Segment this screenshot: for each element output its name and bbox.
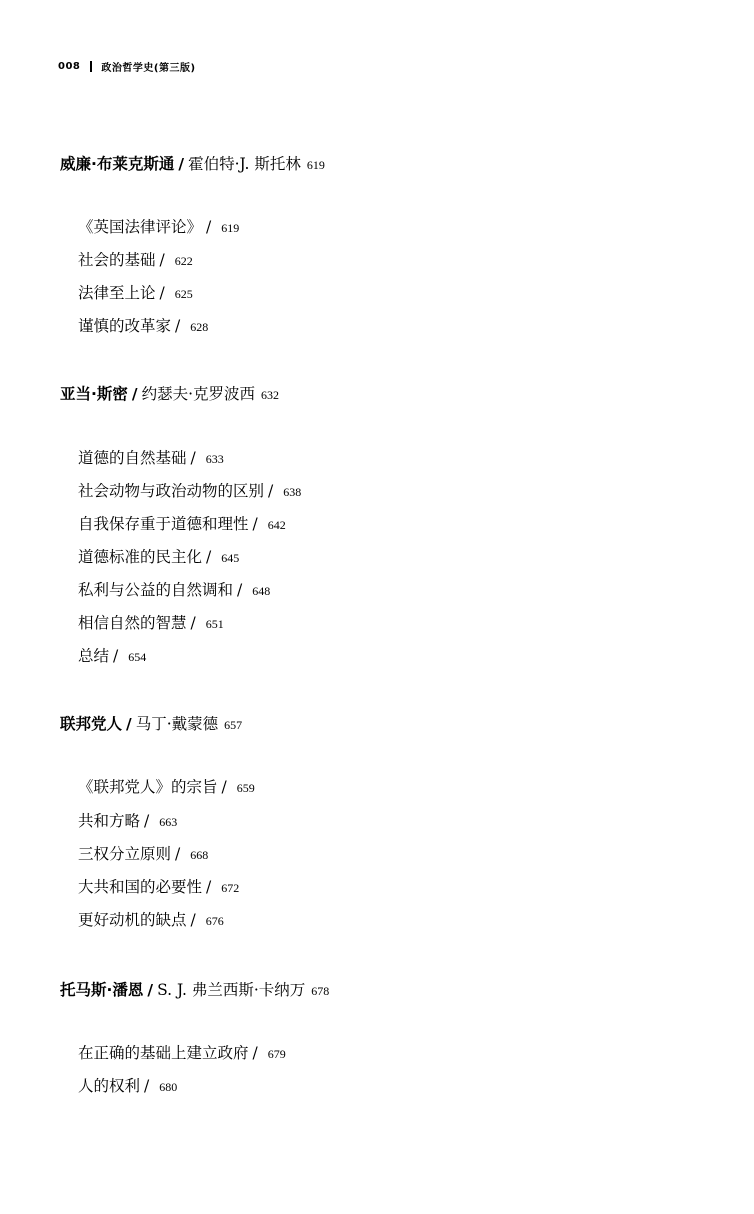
section-heading[interactable]: 亚当·斯密 / 约瑟夫·克罗波西 632: [60, 385, 279, 403]
section-author: 霍伯特·J. 斯托林: [188, 155, 301, 173]
toc-entry[interactable]: 社会的基础 / 622: [78, 251, 193, 269]
page-number: 008: [58, 61, 81, 72]
section-heading[interactable]: 托马斯·潘恩 / S. J. 弗兰西斯·卡纳万 678: [60, 981, 330, 999]
toc-entry[interactable]: 私利与公益的自然调和 / 648: [78, 581, 271, 599]
toc-entry[interactable]: 道德标准的民主化 / 645: [78, 548, 240, 566]
section-title: 威廉·布莱克斯通: [60, 155, 175, 173]
section-title: 联邦党人: [60, 715, 123, 733]
toc-entry[interactable]: 共和方略 / 663: [78, 812, 178, 830]
section-heading[interactable]: 威廉·布莱克斯通 / 霍伯特·J. 斯托林 619: [60, 155, 325, 173]
book-title: 政治哲学史(第三版): [101, 63, 196, 74]
running-header: [58, 59, 196, 74]
toc-entry[interactable]: 谨慎的改革家 / 628: [78, 317, 209, 335]
toc-entry[interactable]: 自我保存重于道德和理性 / 642: [78, 515, 286, 533]
toc-entry[interactable]: 道德的自然基础 / 633: [78, 449, 224, 467]
section-author: 马丁·戴蒙德: [135, 715, 219, 733]
toc-entry[interactable]: 《联邦党人》的宗旨 / 659: [78, 778, 255, 796]
toc-entry[interactable]: 在正确的基础上建立政府 / 679: [78, 1044, 286, 1062]
header-divider: [90, 61, 92, 72]
section-page: 657: [224, 718, 243, 732]
section-page: 678: [311, 984, 330, 998]
toc-entry[interactable]: 三权分立原则 / 668: [78, 845, 209, 863]
section-page: 632: [261, 388, 279, 402]
toc-entry[interactable]: 《英国法律评论》 / 619: [78, 218, 240, 236]
toc-entry[interactable]: 大共和国的必要性 / 672: [78, 878, 240, 896]
toc-entry[interactable]: 社会动物与政治动物的区别 / 638: [78, 482, 302, 500]
toc-entry[interactable]: 总结 / 654: [78, 647, 147, 665]
section-page: 619: [306, 158, 325, 172]
section-author: 约瑟夫·克罗波西: [141, 385, 255, 403]
toc-entry[interactable]: 人的权利 / 680: [78, 1077, 178, 1095]
section-title: 托马斯·潘恩: [60, 981, 144, 999]
toc-entry[interactable]: 相信自然的智慧 / 651: [78, 614, 224, 632]
section-author: S. J. 弗兰西斯·卡纳万: [157, 981, 306, 999]
section-heading[interactable]: 联邦党人 / 马丁·戴蒙德 657: [60, 715, 243, 733]
toc-entry[interactable]: 法律至上论 / 625: [78, 284, 193, 302]
toc-entry[interactable]: 更好动机的缺点 / 676: [78, 911, 224, 929]
section-title: 亚当·斯密: [60, 385, 128, 403]
